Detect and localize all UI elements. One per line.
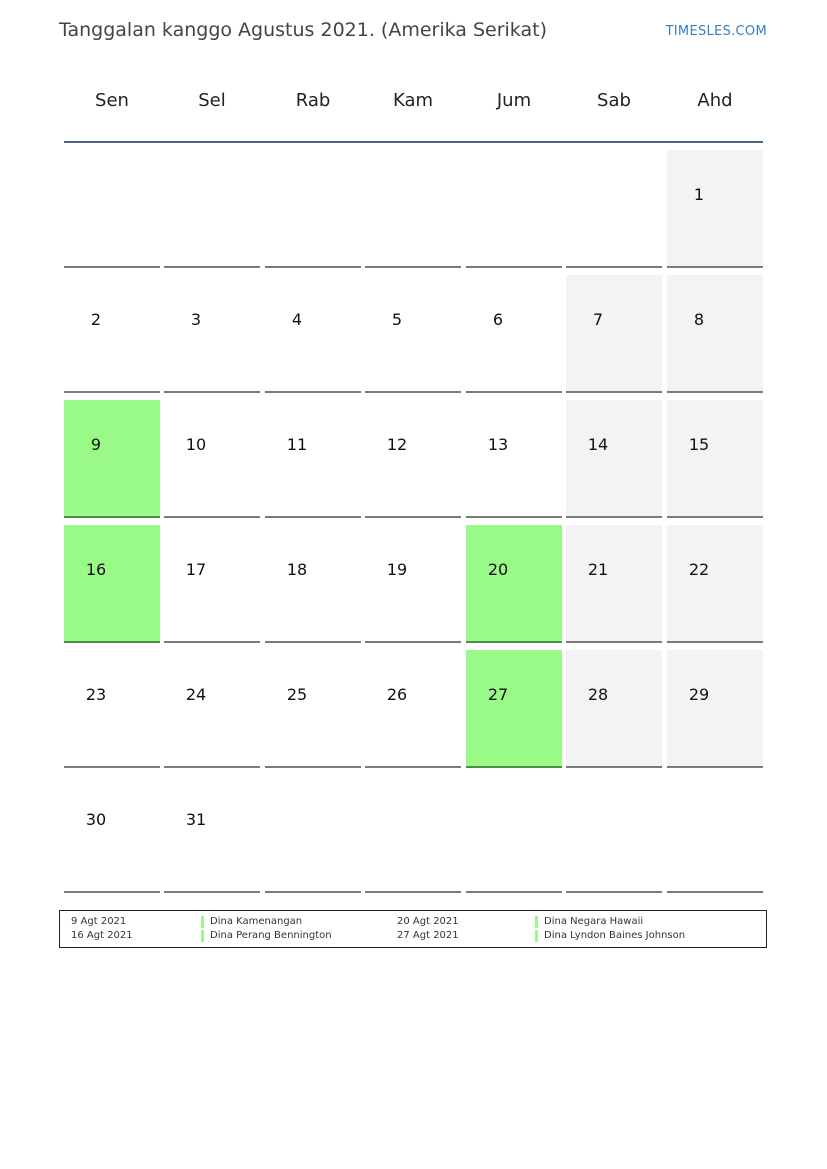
weekday-label: Ahd xyxy=(697,90,733,111)
day-number: 25 xyxy=(286,685,308,704)
day-cell[interactable] xyxy=(466,525,562,643)
day-cell[interactable] xyxy=(667,275,763,393)
day-number: 9 xyxy=(90,435,102,454)
day-cell[interactable] xyxy=(164,275,260,393)
day-number: 13 xyxy=(487,435,509,454)
legend-date: 16 Agt 2021 xyxy=(71,930,133,941)
day-cell xyxy=(265,775,361,893)
day-number: 14 xyxy=(587,435,609,454)
day-cell[interactable] xyxy=(64,400,160,518)
day-number: 18 xyxy=(286,560,308,579)
day-cell[interactable] xyxy=(64,275,160,393)
day-number: 2 xyxy=(90,310,102,329)
weekday-label: Rab xyxy=(295,90,331,111)
day-cell[interactable] xyxy=(265,525,361,643)
legend-name: Dina Kamenangan xyxy=(201,916,302,928)
day-cell xyxy=(466,775,562,893)
day-number: 20 xyxy=(487,560,509,579)
brand-link[interactable]: TIMESLES.COM xyxy=(665,24,767,39)
day-cell xyxy=(566,150,662,268)
day-number: 21 xyxy=(587,560,609,579)
day-number: 19 xyxy=(386,560,408,579)
weekday-label: Sel xyxy=(198,90,226,111)
weekday-label: Kam xyxy=(392,90,434,111)
day-number: 22 xyxy=(688,560,710,579)
day-number: 6 xyxy=(492,310,504,329)
day-number: 16 xyxy=(85,560,107,579)
day-cell[interactable] xyxy=(64,525,160,643)
day-number: 30 xyxy=(85,810,107,829)
weekday-label: Jum xyxy=(496,90,532,111)
legend-date: 27 Agt 2021 xyxy=(397,930,459,941)
day-cell[interactable] xyxy=(667,400,763,518)
day-number: 12 xyxy=(386,435,408,454)
day-cell xyxy=(164,150,260,268)
legend-name: Dina Lyndon Baines Johnson xyxy=(535,930,685,942)
weekday-header-row xyxy=(63,90,764,120)
day-cell xyxy=(265,150,361,268)
legend-date: 20 Agt 2021 xyxy=(397,916,459,927)
day-number: 31 xyxy=(185,810,207,829)
day-cell[interactable] xyxy=(164,525,260,643)
day-cell[interactable] xyxy=(466,400,562,518)
day-number: 24 xyxy=(185,685,207,704)
day-number: 11 xyxy=(286,435,308,454)
day-number: 23 xyxy=(85,685,107,704)
day-cell[interactable] xyxy=(466,275,562,393)
day-cell[interactable] xyxy=(566,275,662,393)
day-cell[interactable] xyxy=(265,400,361,518)
day-number: 28 xyxy=(587,685,609,704)
day-number: 17 xyxy=(185,560,207,579)
day-cell[interactable] xyxy=(667,150,763,268)
day-cell[interactable] xyxy=(566,400,662,518)
day-cell[interactable] xyxy=(164,650,260,768)
day-cell[interactable] xyxy=(566,650,662,768)
day-cell[interactable] xyxy=(667,525,763,643)
day-number: 29 xyxy=(688,685,710,704)
day-cell[interactable] xyxy=(164,400,260,518)
day-number: 15 xyxy=(688,435,710,454)
day-number: 10 xyxy=(185,435,207,454)
day-cell xyxy=(365,775,461,893)
weekday-label: Sab xyxy=(597,90,631,111)
legend-name: Dina Perang Bennington xyxy=(201,930,332,942)
day-cell[interactable] xyxy=(365,650,461,768)
page-title: Tanggalan kanggo Agustus 2021. (Amerika Serikat) xyxy=(59,19,547,41)
day-cell[interactable] xyxy=(64,775,160,893)
legend-name: Dina Negara Hawaii xyxy=(535,916,643,928)
header-divider xyxy=(64,141,763,143)
day-cell[interactable] xyxy=(64,650,160,768)
day-number: 8 xyxy=(693,310,705,329)
day-number: 4 xyxy=(291,310,303,329)
day-cell[interactable] xyxy=(365,400,461,518)
day-cell[interactable] xyxy=(566,525,662,643)
day-number: 27 xyxy=(487,685,509,704)
day-number: 3 xyxy=(190,310,202,329)
day-number: 1 xyxy=(693,185,705,204)
day-cell[interactable] xyxy=(265,650,361,768)
weekday-label: Sen xyxy=(95,90,129,111)
legend-date: 9 Agt 2021 xyxy=(71,916,127,927)
day-number: 7 xyxy=(592,310,604,329)
day-cell xyxy=(466,150,562,268)
day-cell[interactable] xyxy=(466,650,562,768)
day-number: 5 xyxy=(391,310,403,329)
day-cell[interactable] xyxy=(265,275,361,393)
day-cell[interactable] xyxy=(365,275,461,393)
day-cell xyxy=(566,775,662,893)
day-cell xyxy=(64,150,160,268)
day-cell[interactable] xyxy=(365,525,461,643)
day-cell xyxy=(667,775,763,893)
day-cell xyxy=(365,150,461,268)
holiday-legend xyxy=(59,910,767,948)
day-cell[interactable] xyxy=(667,650,763,768)
day-number: 26 xyxy=(386,685,408,704)
day-cell[interactable] xyxy=(164,775,260,893)
